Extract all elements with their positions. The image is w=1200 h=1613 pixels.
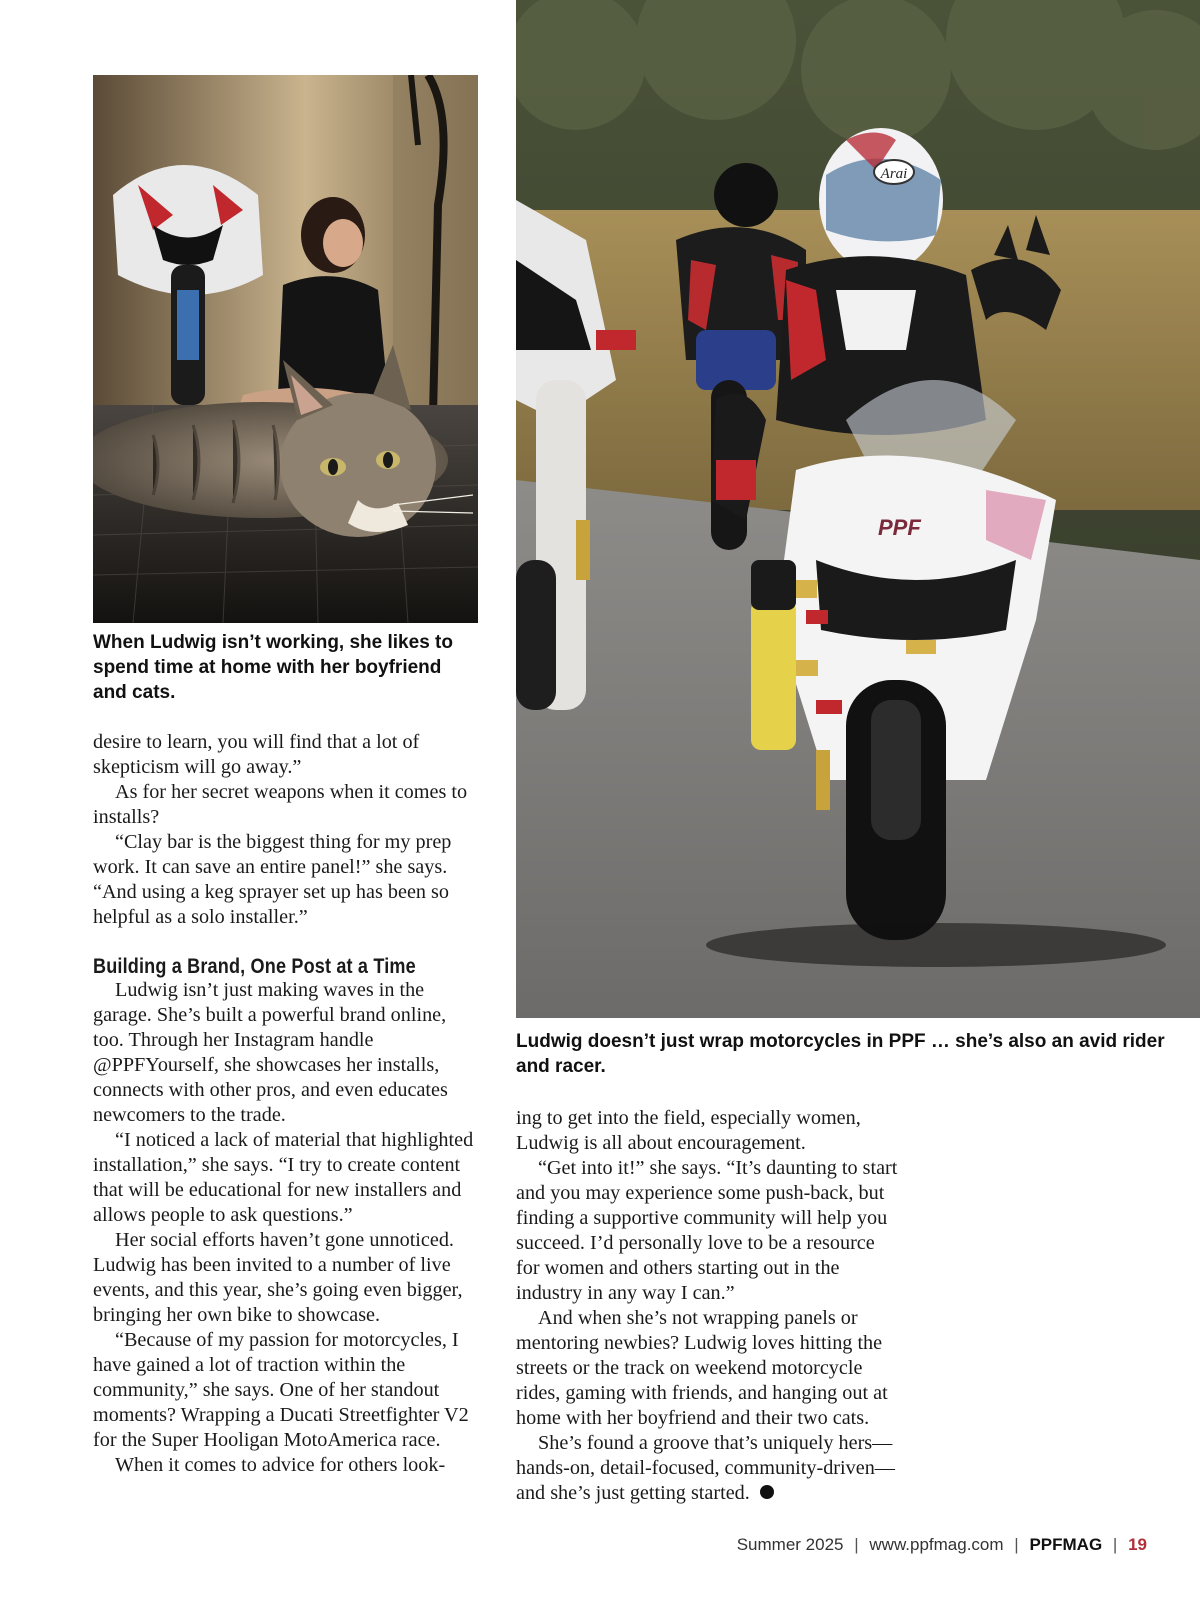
paragraph: “Get into it!” she says. “It’s daunting to start and you may experience some push-back, but finding a supportive community will help you succeed. I’d personally love to be a resource for women and others starting out in the industry in any way I can.” [516, 1157, 898, 1304]
article-column-left-upper [93, 730, 478, 930]
paragraph: And when she’s not wrapping panels or mentoring newbies? Ludwig loves hitting the streets or the track on weekend motorcycle rides, gaming with friends, and hanging out at home with her boyfriend and their two cats. [516, 1307, 888, 1429]
footer-separator: | [1112, 1535, 1118, 1554]
paragraph: “Because of my passion for motorcycles, I have gained a lot of traction within the community,” she says. One of her standout moments? Wrapping a Ducati Streetfighter V2 for the Super Hooligan MotoAmerica race. [93, 1329, 469, 1451]
footer-brand: PPFMAG [1029, 1535, 1103, 1554]
cat-photo-caption: When Ludwig isn’t working, she likes to spend time at home with her boyfriend and cats. [93, 632, 453, 703]
paragraph: Ludwig isn’t just making waves in the garage. She’s built a powerful brand online, too. Through her Instagram handle @PPFYourself, she showcases her installs, connects with other pros, and even educates newcomers to the trade. [93, 979, 448, 1126]
paragraph: As for her secret weapons when it comes to installs? [93, 781, 468, 828]
page-number: 19 [1128, 1535, 1147, 1554]
cat-garage-photo [93, 75, 478, 623]
footer-separator: | [1014, 1535, 1019, 1554]
cat-garage-image [93, 75, 478, 623]
end-mark-icon [760, 1485, 774, 1499]
paragraph: When it comes to advice for others look- [115, 1454, 446, 1476]
footer-url[interactable]: www.ppfmag.com [869, 1535, 1004, 1554]
motorcycle-riders-photo [516, 0, 1200, 1018]
paragraph: “Clay bar is the biggest thing for my prep work. It can save an entire panel!” she says. “And using a keg sprayer set up has been so helpful as a solo installer.” [93, 831, 452, 928]
paragraph: “I noticed a lack of material that highlighted installation,” she says. “I try to create content that will be educational for new installers and allows people to ask questions.” [93, 1129, 474, 1226]
fairing-logo-text: PPF [878, 515, 921, 540]
motorcycle-riders-image [516, 0, 1200, 1018]
motorcycle-photo-caption: Ludwig doesn’t just wrap motorcycles in PPF … she’s also an avid rider and racer. [516, 1031, 1165, 1077]
paragraph: Her social efforts haven’t gone unnoticed. Ludwig has been invited to a number of live events, and this year, she’s going even bigger, bringing her own bike to showcase. [93, 1229, 463, 1326]
article-column-left-lower [93, 978, 478, 1478]
section-subhead: Building a Brand, One Post at a Time [93, 954, 416, 978]
paragraph: desire to learn, you will find that a lot of skepticism will go away.” [93, 731, 420, 778]
footer-separator: | [854, 1535, 859, 1554]
paragraph-final [516, 1431, 901, 1506]
helmet-brand-text: Arai [880, 166, 908, 182]
article-column-right [516, 1106, 901, 1506]
paragraph-final-text: She’s found a groove that’s uniquely hers—hands-on, detail-focused, community-driven—and she’s just getting started. [516, 1432, 895, 1504]
footer-issue: Summer 2025 [736, 1535, 844, 1554]
page-footer [737, 1535, 1147, 1555]
paragraph: ing to get into the field, especially women, Ludwig is all about encouragement. [516, 1107, 861, 1154]
